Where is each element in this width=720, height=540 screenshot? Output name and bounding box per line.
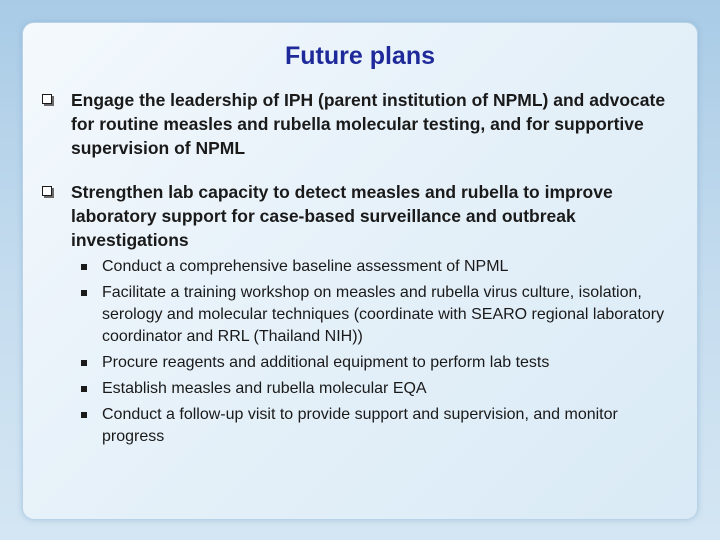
sub-bullet-text-5: Conduct a follow-up visit to provide support and supervision, and monitor progress: [102, 406, 618, 445]
sub-bullet-text-4: Establish measles and rubella molecular EQA: [102, 380, 427, 397]
sub-bullet-item-2: [76, 282, 676, 348]
sub-bullet-list: [76, 256, 676, 452]
sub-bullet-item-3: [76, 352, 676, 374]
square-bullet-icon: [81, 290, 87, 296]
slide-title: Future plans: [284, 42, 435, 70]
square-bullet-icon: [81, 386, 87, 392]
checkbox-bullet-icon: [42, 94, 52, 104]
square-bullet-icon: [81, 264, 87, 270]
sub-bullet-text-1: Conduct a comprehensive baseline assessment of NPML: [102, 258, 509, 275]
sub-bullet-item-1: [76, 256, 676, 278]
bullet-item-1: [38, 88, 688, 160]
sub-bullet-item-5: [76, 404, 676, 448]
bullet-text-2: Strengthen lab capacity to detect measles and rubella to improve laboratory support for case-based surveillance and outbreak investigations: [71, 182, 613, 250]
bullet-item-2: [38, 180, 688, 252]
checkbox-bullet-icon: [42, 186, 52, 196]
square-bullet-icon: [81, 360, 87, 366]
bullet-text-1: Engage the leadership of IPH (parent institution of NPML) and advocate for routine measles and rubella molecular testing, and for supportive supervision of NPML: [71, 90, 666, 158]
square-bullet-icon: [81, 412, 87, 418]
sub-bullet-item-4: [76, 378, 676, 400]
sub-bullet-text-3: Procure reagents and additional equipment to perform lab tests: [102, 354, 550, 371]
sub-bullet-text-2: Facilitate a training workshop on measles and rubella virus culture, isolation, serology and molecular techniques (coordinate with SEARO regional laboratory coordinator and RRL (Thailand NIH)): [102, 284, 665, 345]
